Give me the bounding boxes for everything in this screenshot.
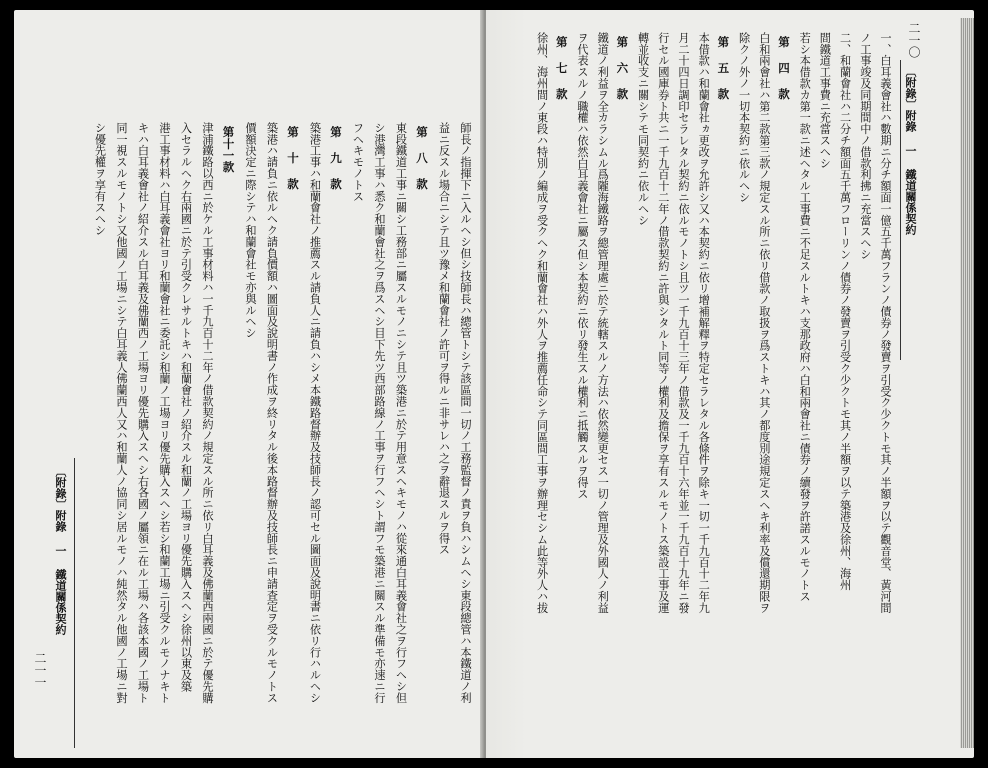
right-page xyxy=(486,10,974,758)
article-heading: 第 五 款 xyxy=(716,36,731,100)
text-column: 除クノ外ノ一切本契約ニ依ルヘシ xyxy=(737,32,751,203)
text-column: シ優先權ヲ享有スヘシ xyxy=(93,122,107,236)
text-column: 東段鐵道工事ニ關シ工務部ニ屬スルモノニシテ且ツ築港ニ於テ用意スヘキモノハ從來通白耳義會社之ヲ行フヘシ但 xyxy=(394,122,408,704)
text-column: 鐵道ノ利益ヲ全カラシムル爲隴海鐵路ヲ總管理處ニ於テ統轄スルノ方法ハ依然變更セス一切ノ管理及外國人ノ利益 xyxy=(596,32,610,614)
text-column: 築港ハ請負ニ依ルヘク請負價額ハ圖面及說明書ノ作成ヲ終リタル後本路督辦及技師長ニ申請査定ヲ受クルモノトス xyxy=(265,122,279,704)
article-heading: 第 十 款 xyxy=(286,126,300,190)
text-column: 一、白耳義會社ハ數期ニ分チ額面一億五千萬フランノ債券ノ發賣ヲ引受ク少クトモ其ノ半額ヲ以テ觀音堂、黃河間 xyxy=(879,32,892,614)
article-heading: 第 九 款 xyxy=(329,126,343,190)
text-column: 築港工事ハ和蘭會社ノ推薦スル請負人ニ請負ハシメ本鐵路督辦及技師長ノ認可セル圖面及說明書ニ依リ行ハルヘシ xyxy=(308,122,322,704)
text-column: 行セル國庫券ト共ニ一千九百十二年ノ借款契約ニ許與シタルト同等ノ權利及擔保ヲ享有スルモノトス築設工事及運 xyxy=(656,32,670,614)
text-column: 津浦鐵路以西ニ於ケル工事材料ハ一千九百十二年ノ借款契約ノ規定スル所ニ依リ白耳義及佛蘭西兩國ニ於テ優先購 xyxy=(201,122,214,704)
text-column: 二、和蘭會社ハ二分チ額面五千萬フローリンノ債券ノ發賣ヲ引受ク少クトモ其ノ半額ヲ以テ築港及徐州、海州 xyxy=(838,32,852,591)
left-page-number: 二一一 xyxy=(33,652,47,688)
text-column: 師長ノ指揮下ニ入ルヘシ但シ技師長ハ總管トシテ該區間一切ノ工務監督ノ責ヲ負ハシムヘシ東段總管ハ本鐵道ノ利 xyxy=(459,122,472,704)
right-page-number: 二一〇 xyxy=(907,22,921,58)
right-running-head: 〔附錄〕附錄 一 鐵道關係契約 xyxy=(904,66,917,235)
text-column: 月二十四日調印セラレタル契約ニ依ルモノトシ且ツ一千九百十三年ノ借款及一千九百十六年並一千九百十九年ニ發 xyxy=(677,32,690,614)
text-column: 價額決定ニ際シテハ和蘭會社モ亦與ルヘシ xyxy=(244,122,257,339)
right-header-rule xyxy=(900,60,901,360)
text-column: 本借款ハ和蘭會社ヵ更改ヲ允許シ又ハ本契約ニ依リ增補解釋ヲ特定セラレタル各條件ヲ除キ一切一千九百十二年九 xyxy=(697,32,711,614)
text-column: キハ白耳義會社ノ紹介スル白耳義及佛蘭西ノ工場ヨリ優先購入スヘシ右各國ノ屬領ニ在ル工場ハ各該本國ノ工場ト xyxy=(136,122,150,704)
text-column: 白和兩會社ハ第二款第三款ノ規定スル所ニ依リ借款ノ取扱ヲ爲ストキハ其ノ都度別途規定スヘキ利率及償還期限ヲ xyxy=(757,32,771,614)
text-column: 港工事材料ハ白耳義會社ヨリ和蘭會社ニ委託シ和蘭ノ工場ヨリ優先購入スヘシ若シ和蘭工場ニ引受クルモノナキト xyxy=(158,122,171,704)
text-column: 入セラルヘク右兩國ニ於テ引受クレサルトキハ和蘭會社ノ紹介スル和蘭ノ工場ヨリ優先購入スヘシ徐州以東及築 xyxy=(179,122,193,692)
text-column: 轉並收支ニ關シテモ同契約ニ依ルヘシ xyxy=(636,32,650,226)
article-heading: 第 八 款 xyxy=(415,126,429,190)
article-heading: 第十一款 xyxy=(221,126,236,173)
article-heading: 第 四 款 xyxy=(777,36,791,100)
text-column: 益ニ反スル場合ニシテ且ツ豫メ和蘭會社ノ許可ヲ得ルニ非サレハ之ヲ辭退スルヲ得ス xyxy=(437,122,451,556)
left-page xyxy=(14,10,482,758)
text-column: フヘキモノトス xyxy=(351,122,365,202)
text-column: ヲ代表スルノ職權ハ依然白耳義會社ニ屬ス但シ本契約ニ依リ發生スル權利ニ抵觸スルヲ得ス xyxy=(576,32,589,500)
article-heading: 第 六 款 xyxy=(615,36,630,100)
text-column: 間鐵道工事費ニ充當スヘシ xyxy=(818,32,832,169)
text-column: 同一視スルモノトシ又他國ノ工場ニシテ白耳義人佛蘭西人又ハ和蘭人ノ協同シ居ルモノハ純然タル他國ノ工場ニ對 xyxy=(115,122,128,704)
left-running-head: 〔附錄〕附錄 一 鐵道關係契約 xyxy=(54,466,67,635)
text-column: 若シ本借款カ第一款ニ述ヘタル工事費ニ不足スルトキハ支那政府ハ白和兩會社ニ債券ノ續發ヲ許諾スルモノトス xyxy=(798,32,812,602)
article-heading: 第 七 款 xyxy=(554,36,569,100)
book-spread xyxy=(14,10,974,758)
page-edges xyxy=(960,18,974,748)
text-column: 徐州、海州間ノ東段ハ特別ノ編成ヲ受クヘク和蘭會社ハ外人ヲ推薦任命シテ同區間工事ヲ辦理セシム此等外人ハ拔 xyxy=(535,32,549,614)
left-header-rule xyxy=(74,458,75,748)
text-column: ノ工事竣及同期間中ノ借款利拂ニ充當スヘシ xyxy=(858,32,872,260)
text-column: シ港灣工事ハ悉ク和蘭會社之ヲ爲スヘシ目下先ツ西部路線ノ工事ヲ行フヘシト謂フモ築港ニ關スル準備モ亦速ニ行 xyxy=(373,122,386,704)
